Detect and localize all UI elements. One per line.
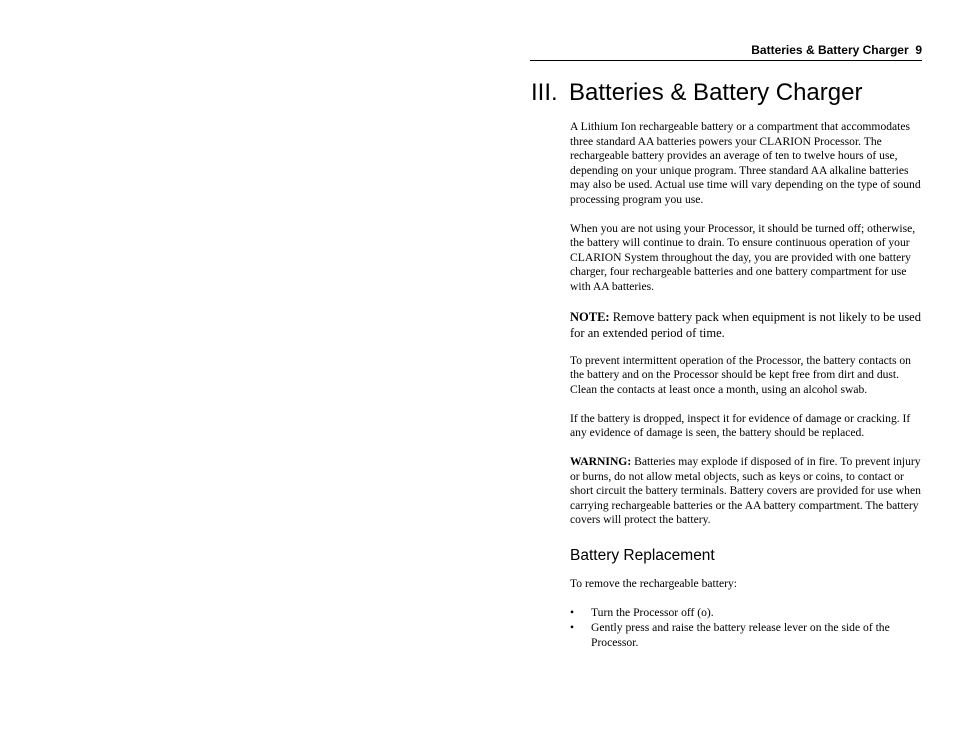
- note-paragraph: [570, 309, 923, 341]
- bullet-icon: •: [570, 621, 575, 634]
- paragraph-contacts: To prevent intermittent operation of the Processor, the battery contacts on the battery and on the Processor should be kept free from dirt and dust. Clean the contacts at least once a month, using an alcohol swab.: [570, 353, 911, 396]
- warning-label: WARNING:: [570, 455, 632, 468]
- warning-paragraph: [570, 455, 923, 528]
- paragraph-battery-intro: A Lithium Ion rechargeable battery or a compartment that accommodates three standard AA batteries powers your CLARION Processor. The rechargeable battery provides an average of ten to twelve hours of use, depending on your unique program. Three standard AA alkaline batteries may also be used. Actual use time will vary depending on the type of sound processing program you use.: [570, 120, 921, 206]
- chapter-title: [531, 78, 926, 108]
- step-text: Gently press and raise the battery release lever on the side of the Processor.: [591, 621, 890, 649]
- running-title: Batteries & Battery Charger: [751, 43, 909, 57]
- replacement-intro: To remove the rechargeable battery:: [570, 576, 737, 590]
- step-text: Turn the Processor off (o).: [591, 605, 714, 619]
- note-label: NOTE:: [570, 309, 610, 324]
- warning-text: Batteries may explode if disposed of in fire. To prevent injury or burns, do not allow metal objects, such as keys or coins, to contact or short circuit the battery terminals. Battery covers are provided for use when carrying rechargeable batteries or the AA battery compartment. The battery covers will protect the battery.: [570, 455, 921, 526]
- note-text: Remove battery pack when equipment is not likely to be used for an extended period of time.: [570, 309, 921, 340]
- list-item: [570, 606, 923, 621]
- page-number: 9: [915, 43, 922, 57]
- paragraph-dropped: If the battery is dropped, inspect it for evidence of damage or cracking. If any evidence of damage is seen, the battery should be replaced.: [570, 411, 911, 439]
- chapter-number: III.: [531, 79, 558, 106]
- running-header: [530, 43, 922, 61]
- list-item: [570, 621, 923, 650]
- chapter-title-text: Batteries & Battery Charger: [569, 79, 863, 106]
- paragraph-turn-off: When you are not using your Processor, it should be turned off; otherwise, the battery will continue to drain. To ensure continuous operation of your CLARION System throughout the day, you are provided with one battery charger, four rechargeable batteries and one battery compartment for use with AA batteries.: [570, 221, 916, 293]
- section-heading-battery-replacement: Battery Replacement: [570, 546, 715, 564]
- body-text: [570, 120, 923, 651]
- replacement-steps-list: [570, 606, 923, 651]
- bullet-icon: •: [570, 605, 575, 619]
